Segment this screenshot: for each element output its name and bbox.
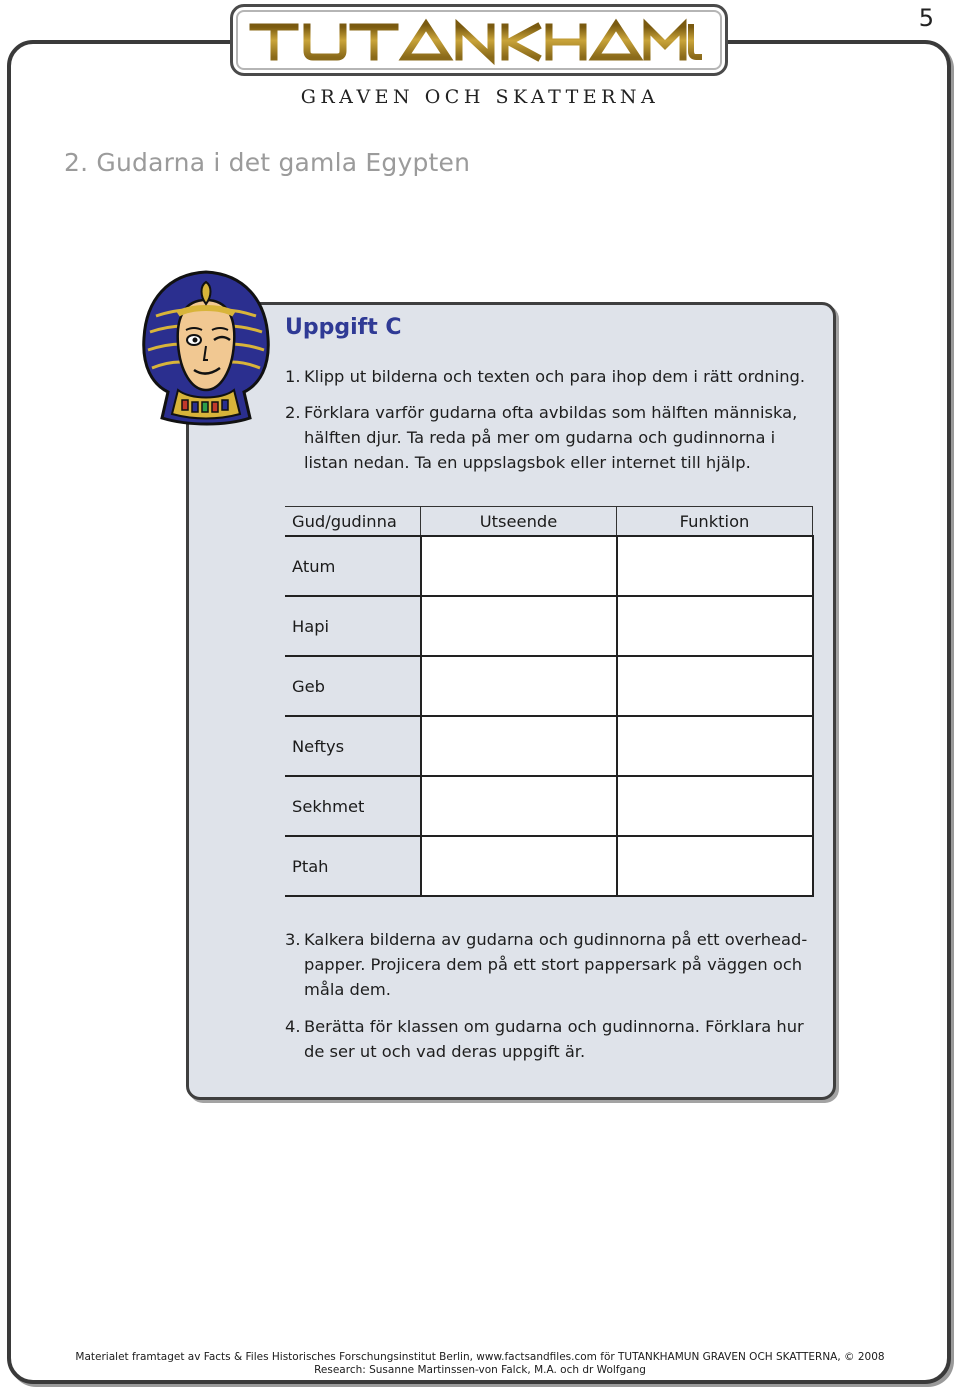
table-row — [285, 776, 813, 836]
instruction-2 — [285, 400, 820, 475]
god-name: Atum — [285, 536, 421, 596]
god-name: Sekhmet — [285, 776, 421, 836]
table-row — [285, 836, 813, 896]
appearance-cell[interactable] — [421, 536, 617, 596]
instruction-number: 4. — [285, 1017, 301, 1036]
tutankhamun-logo — [230, 4, 728, 76]
instruction-number: 3. — [285, 930, 301, 949]
table-row — [285, 596, 813, 656]
pharaoh-mascot-icon — [138, 268, 274, 428]
function-cell[interactable] — [617, 776, 813, 836]
instruction-text: Förklara varför gudarna ofta avbildas som hälften människa, hälften djur. Ta reda på mer om gudarna och gudinnorna i listan nedan. Ta en uppslagsbok eller internet till hjälp. — [304, 403, 798, 472]
section-title: 2. Gudarna i det gamla Egypten — [64, 148, 471, 177]
instruction-3 — [285, 927, 810, 1002]
table-header-row — [285, 507, 813, 537]
appearance-cell[interactable] — [421, 776, 617, 836]
gods-table — [285, 506, 814, 897]
appearance-cell[interactable] — [421, 596, 617, 656]
function-cell[interactable] — [617, 716, 813, 776]
table-header-function: Funktion — [617, 507, 813, 537]
table-header-god: Gud/gudinna — [285, 507, 421, 537]
function-cell[interactable] — [617, 596, 813, 656]
appearance-cell[interactable] — [421, 716, 617, 776]
appearance-cell[interactable] — [421, 836, 617, 896]
instruction-number: 1. — [285, 367, 301, 386]
logo-wordmark — [233, 7, 725, 73]
function-cell[interactable] — [617, 836, 813, 896]
page-number: 5 — [918, 4, 934, 32]
god-name: Hapi — [285, 596, 421, 656]
table-row — [285, 536, 813, 596]
function-cell[interactable] — [617, 536, 813, 596]
god-name: Neftys — [285, 716, 421, 776]
instruction-text: Kalkera bilderna av gudarna och gudinnorna på ett overhead-papper. Projicera dem på ett stort pappersark på väggen och måla dem. — [304, 930, 808, 999]
table-row — [285, 656, 813, 716]
instruction-text: Berätta för klassen om gudarna och gudinnorna. Förklara hur de ser ut och vad deras uppgift är. — [304, 1017, 804, 1061]
instruction-number: 2. — [285, 403, 301, 422]
instruction-4 — [285, 1014, 815, 1064]
instruction-text: Klipp ut bilderna och texten och para ihop dem i rätt ordning. — [304, 367, 806, 386]
appearance-cell[interactable] — [421, 656, 617, 716]
table-header-appearance: Utseende — [421, 507, 617, 537]
footer-credits: Materialet framtaget av Facts & Files Historisches Forschungsinstitut Berlin, www.factsandfiles.com för TUTANKHAMUN GRAVEN OCH SKATTERNA, © 2008 — [75, 1351, 885, 1363]
task-heading: Uppgift C — [285, 315, 402, 340]
function-cell[interactable] — [617, 656, 813, 716]
instruction-1 — [285, 364, 825, 389]
logo-subtitle: GRAVEN OCH SKATTERNA — [300, 86, 660, 108]
footer-research: Research: Susanne Martinssen-von Falck, M.A. och dr Wolfgang — [314, 1364, 646, 1376]
god-name: Geb — [285, 656, 421, 716]
god-name: Ptah — [285, 836, 421, 896]
table-row — [285, 716, 813, 776]
